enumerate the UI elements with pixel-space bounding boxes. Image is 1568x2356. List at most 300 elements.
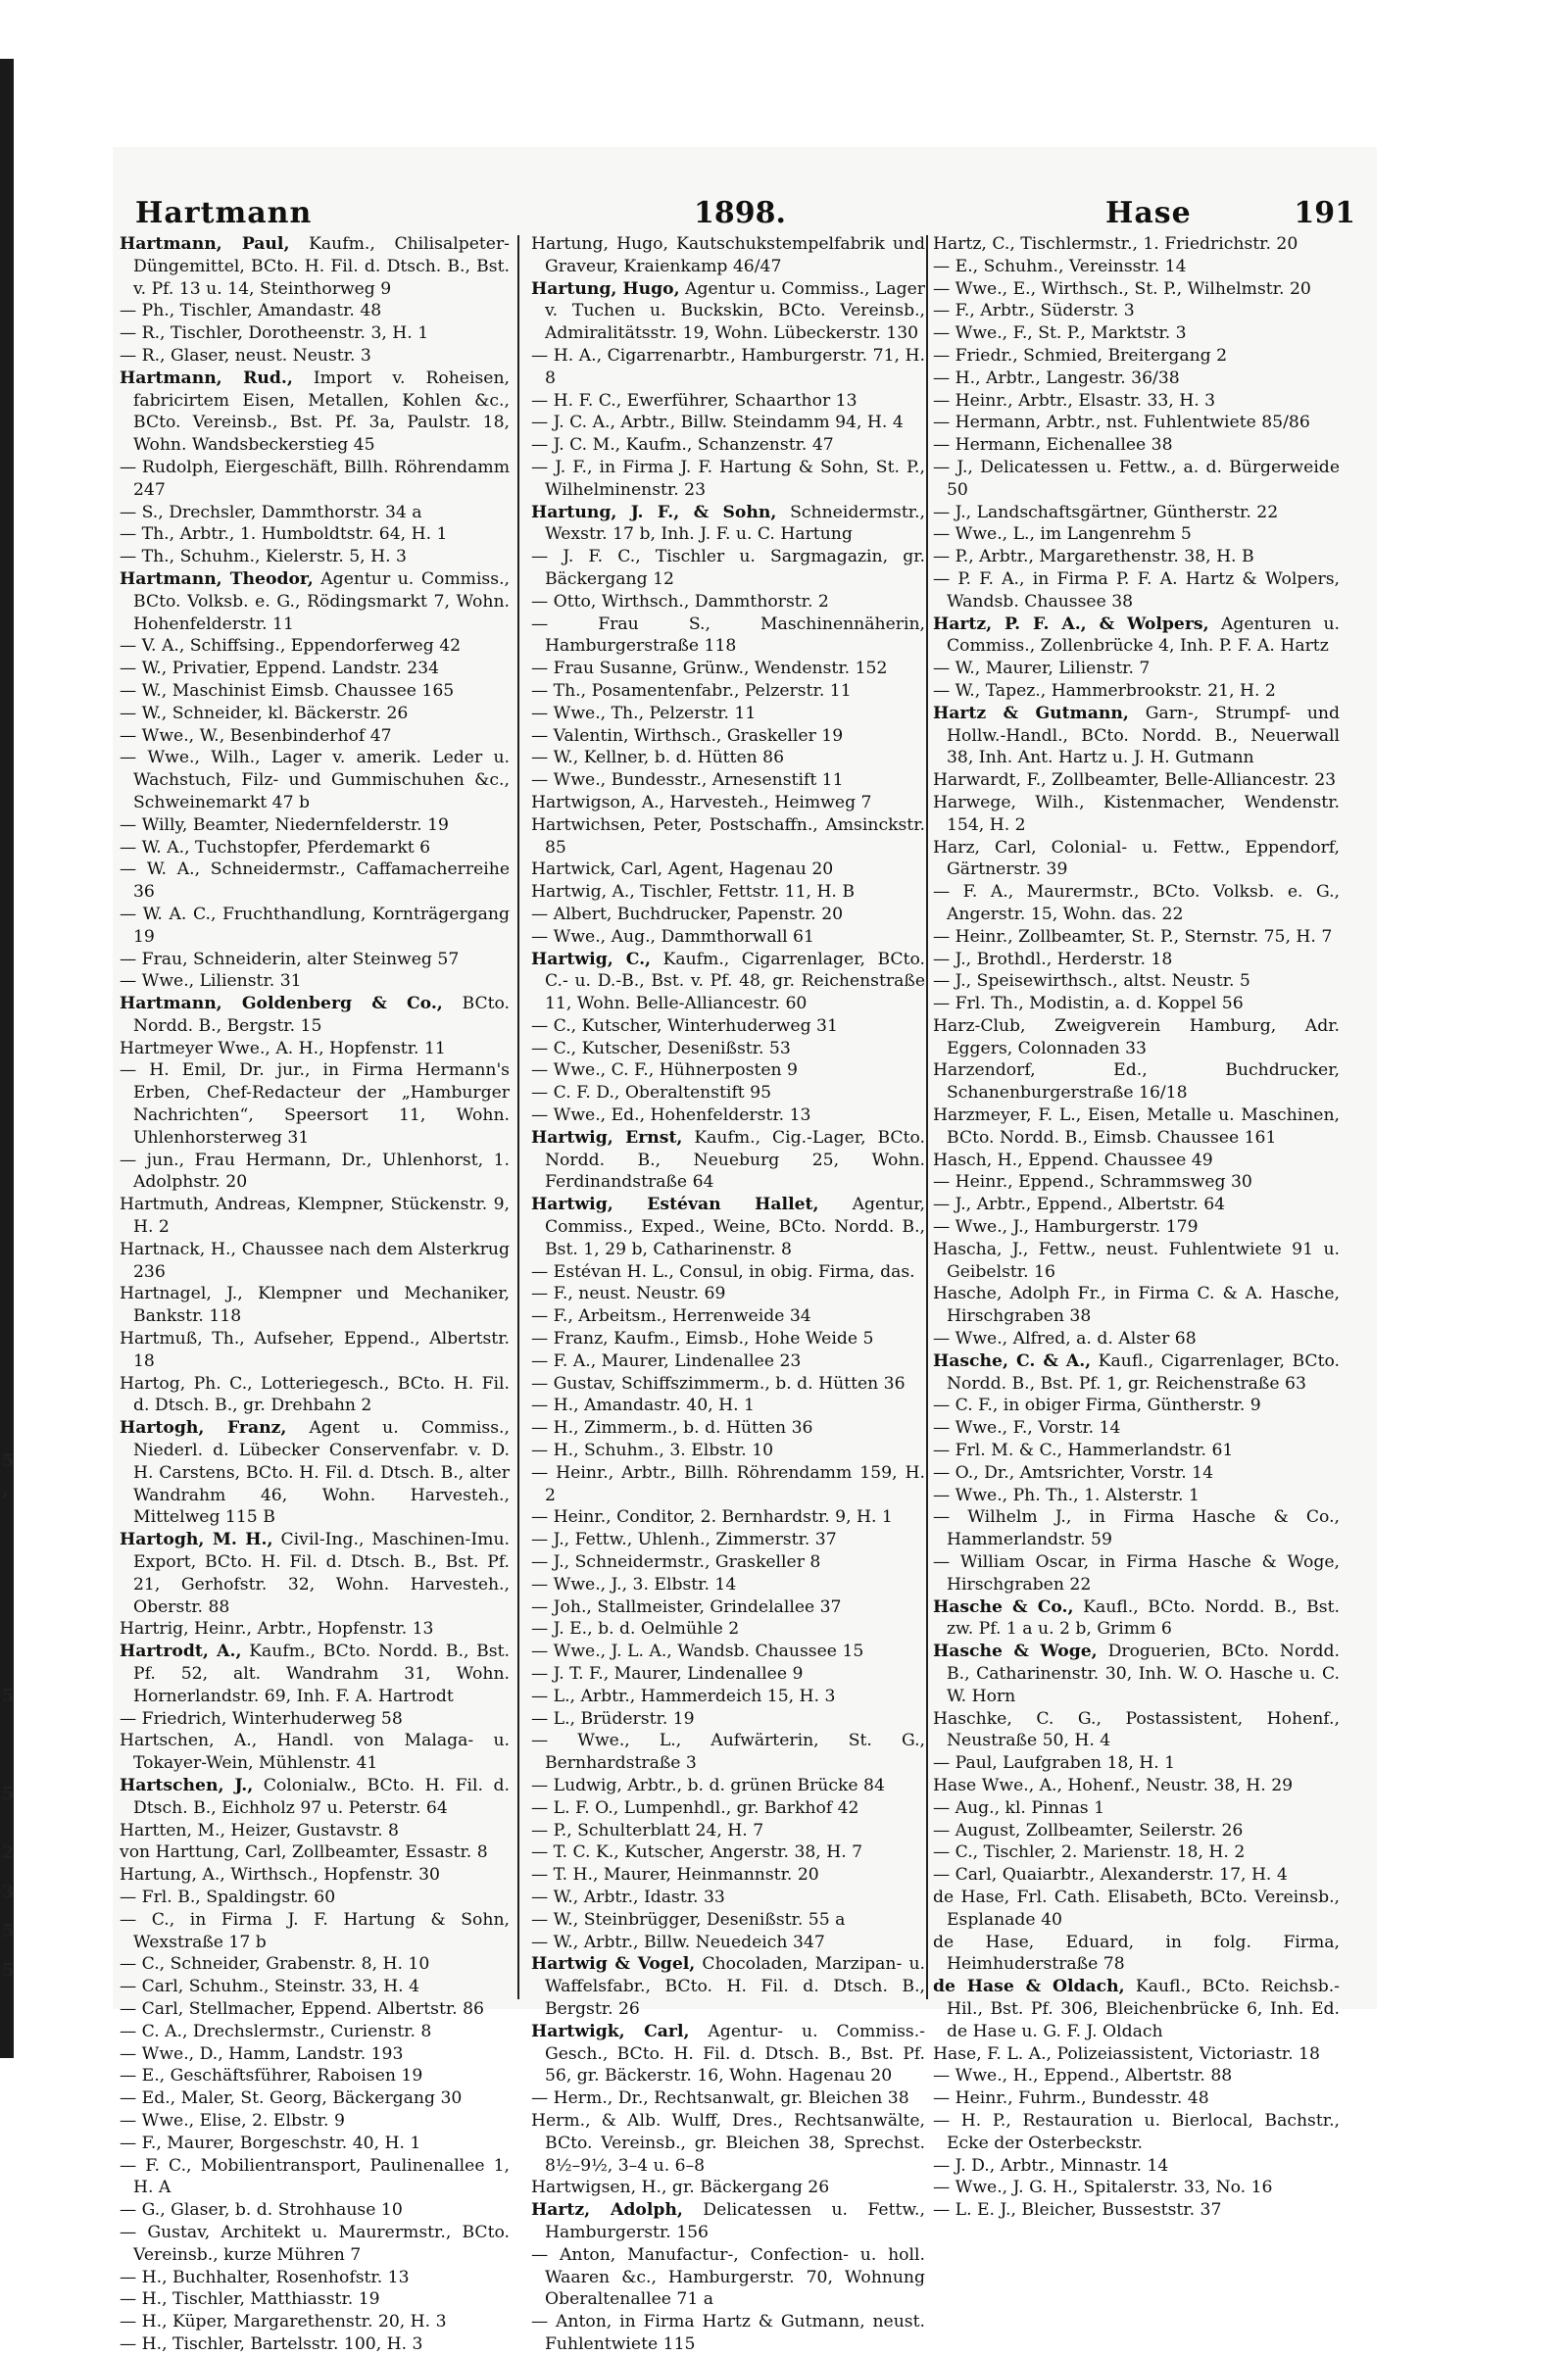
directory-entry [933, 412, 1340, 434]
entry-text: — Wwe., Lilienstr. 31 [120, 971, 302, 992]
directory-entry [933, 233, 1340, 256]
directory-entry [531, 1641, 925, 1663]
directory-entry [933, 2177, 1340, 2199]
entry-text: — W. A. C., Fruchthandlung, Kornträgergang 19 [120, 904, 510, 947]
entry-text: Schneidermstr., Wexstr. 17 b, Inh. J. F. u. C. Hartung [545, 502, 926, 545]
directory-entry [120, 2222, 510, 2267]
entry-text: — Wwe., J. G. H., Spitalerstr. 33, No. 16 [933, 2178, 1273, 2198]
entry-text: — Rudolph, Eiergeschäft, Billh. Röhrendamm 247 [120, 457, 510, 500]
directory-entry [531, 769, 925, 792]
entry-text: — Frl. M. & C., Hammerlandstr. 61 [933, 1441, 1234, 1461]
directory-entry [531, 1506, 925, 1529]
entry-text: — F. C., Mobilientransport, Paulinenallee 1, H. A [120, 2155, 510, 2198]
entry-text: — William Oscar, in Firma Hasche & Woge, Hirschgraben 22 [933, 1552, 1340, 1595]
entry-text: — W., Kellner, b. d. Hütten 86 [531, 748, 785, 768]
entry-text: — H. Emil, Dr. jur., in Firma Hermann's Erben, Chef-Redacteur der „Hamburger Nachrichten“, Speersort 11, Wohn. Uhlenhorsterweg 31 [120, 1060, 510, 1148]
entry-text: — Willy, Beamter, Niedernfelderstr. 19 [120, 814, 449, 835]
directory-entry [120, 1150, 510, 1195]
directory-entry [120, 993, 510, 1038]
entry-text: — H. P., Restauration u. Bierlocal, Bachstr., Ecke der Osterbeckstr. [933, 2110, 1340, 2153]
entry-text: — H., Buchhalter, Rosenhofstr. 13 [120, 2267, 410, 2287]
gutter-mark: 5 [2, 1450, 15, 1471]
entry-text: Kaufl., BCto. Nordd. B., Bst. zw. Pf. 1 a u. 2 b, Grimm 6 [947, 1596, 1340, 1640]
directory-entry [933, 1239, 1340, 1284]
entry-text: — C., Tischler, 2. Marienstr. 18, H. 2 [933, 1842, 1246, 1863]
entry-text: — L., Brüderstr. 19 [531, 1708, 695, 1729]
entry-text: — Ludwig, Arbtr., b. d. grünen Brücke 84 [531, 1775, 885, 1795]
directory-entry [120, 1059, 510, 1149]
directory-entry [120, 1820, 510, 1842]
directory-entry [120, 523, 510, 546]
entry-text: Kaufm., BCto. Nordd. B., Bst. Pf. 52, alt. Wandrahm 31, Wohn. Hornerlandstr. 69, Inh. F. A. Hartrodt [133, 1642, 510, 1706]
directory-entry [531, 412, 925, 434]
entry-text: — W., Privatier, Eppend. Landstr. 234 [120, 659, 440, 679]
directory-entry [933, 1350, 1340, 1396]
entry-text: — J. F., in Firma J. F. Hartung & Sohn, St. P., Wilhelminenstr. 23 [531, 457, 925, 500]
directory-entry [531, 1932, 925, 1954]
directory-entry [531, 725, 925, 748]
entry-text: — E., Schuhm., Vereinsstr. 14 [933, 256, 1187, 276]
entry-text: — J., Speisewirthsch., altst. Neustr. 5 [933, 971, 1250, 992]
directory-entry [120, 1194, 510, 1239]
directory-entry [120, 837, 510, 859]
directory-entry [531, 1038, 925, 1060]
directory-entry [531, 1417, 925, 1440]
directory-entry [933, 390, 1340, 413]
entry-text: Agentur u. Commiss., BCto. Volksb. e. G., Rödingsmarkt 7, Wohn. Hohenfelderstr. 11 [133, 568, 511, 634]
entry-text: Hartog, Ph. C., Lotteriegesch., BCto. H. Fil. d. Dtsch. B., gr. Drehbahn 2 [120, 1373, 510, 1416]
entry-text: Agentur- u. Commiss.-Gesch., BCto. H. Fil. d. Dtsch. B., Bst. Pf. 56, gr. Bäckerstr. 16, Wohn. Hagenau 20 [545, 2021, 925, 2086]
directory-entry [120, 2199, 510, 2222]
gutter-mark: 5 [2, 1921, 15, 1941]
entry-text: Hartwigson, A., Harvestеh., Heimweg 7 [531, 792, 872, 812]
entry-text: — J., Landschaftsgärtner, Güntherstr. 22 [933, 502, 1279, 522]
gutter-mark: , [2, 1480, 9, 1500]
directory-entry [120, 1864, 510, 1887]
entry-text: — W., Arbtr., Idastr. 33 [531, 1887, 725, 1907]
entry-text: — Wwe., J., 3. Elbstr. 14 [531, 1574, 737, 1595]
directory-entry [120, 1328, 510, 1373]
directory-entry [933, 926, 1340, 949]
directory-entry [120, 1887, 510, 1909]
directory-entry [531, 546, 925, 591]
entry-text: — Heinr., Eppend., Schrammsweg 30 [933, 1172, 1252, 1193]
entry-text: — Heinr., Fuhrm., Bundesstr. 48 [933, 2088, 1209, 2109]
directory-entry [933, 1551, 1340, 1596]
directory-entry [933, 680, 1340, 703]
directory-entry [120, 658, 510, 680]
entry-text: Kaufl., Cigarrenlager, BCto. Nordd. B., Bst. Pf. 1, gr. Reichenstraße 63 [947, 1350, 1340, 1394]
directory-entry [531, 2177, 925, 2199]
entry-text: — Frau, Schneiderin, alter Steinweg 57 [120, 949, 460, 969]
directory-entry [531, 434, 925, 457]
entry-text: — W., Maurer, Lilienstr. 7 [933, 659, 1151, 679]
entry-text: — C., Kutscher, Winterhuderweg 31 [531, 1015, 838, 1036]
directory-entry [531, 2110, 925, 2177]
directory-entry [933, 1440, 1340, 1462]
directory-entry [933, 322, 1340, 345]
entry-text: — Wwe., Alfred, a. d. Alster 68 [933, 1329, 1197, 1350]
directory-entry [531, 1328, 925, 1350]
entry-text: Hartung, Hugo, Kautschukstempelfabrik und Graveur, Kraienkamp 46/47 [531, 234, 925, 276]
directory-entry [531, 792, 925, 814]
directory-entry [933, 345, 1340, 368]
directory-entry [120, 345, 510, 368]
entry-text: — Wwe., Aug., Dammthorwall 61 [531, 926, 814, 947]
entry-text: Hartwigsen, H., gr. Bäckergang 26 [531, 2178, 830, 2198]
directory-entry [531, 658, 925, 680]
directory-entry [120, 1038, 510, 1060]
directory-entry [531, 502, 925, 547]
directory-entry [531, 1618, 925, 1641]
directory-entry [933, 1797, 1340, 1820]
directory-entry [531, 1082, 925, 1104]
entry-name: Hartogh, M. H., [120, 1530, 273, 1550]
directory-column-3 [933, 233, 1340, 2222]
entry-text: Hartmuth, Andreas, Klempner, Stückenstr. 9, H. 2 [120, 1195, 510, 1238]
gutter-mark: 5 [2, 1784, 15, 1804]
entry-text: — Wwe., Ph. Th., 1. Alsterstr. 1 [933, 1485, 1200, 1505]
entry-text: Hartwick, Carl, Agent, Hagenau 20 [531, 859, 834, 880]
entry-text: — V. A., Schiffsing., Eppendorferweg 42 [120, 636, 462, 657]
entry-text: — J., Delicatessen u. Fettw., a. d. Bürgerweide 50 [933, 457, 1340, 500]
entry-text: — W. A., Schneidermstr., Caffamacherreihe 36 [120, 859, 510, 903]
entry-text: — jun., Frau Hermann, Dr., Uhlenhorst, 1. Adolphstr. 20 [120, 1150, 510, 1193]
directory-entry [531, 881, 925, 904]
directory-entry [120, 233, 510, 300]
entry-text: — L. E. J., Bleicher, Busseststr. 37 [933, 2200, 1222, 2221]
entry-text: — Carl, Quaiarbtr., Alexanderstr. 17, H. 4 [933, 1865, 1288, 1886]
directory-entry [933, 1775, 1340, 1797]
directory-entry [531, 949, 925, 1015]
entry-text: — Ph., Tischler, Amandastr. 48 [120, 301, 382, 321]
entry-text: — Wwe., L., im Langenrehm 5 [933, 524, 1192, 545]
directory-entry [933, 1820, 1340, 1842]
directory-entry [933, 1485, 1340, 1507]
directory-entry [933, 1932, 1340, 1977]
entry-text: — Frau S., Maschinennäherin, Hamburgerstraße 118 [531, 614, 925, 657]
entry-text: Herm., & Alb. Wulff, Dres., Rechtsanwälte, BCto. Vereinsb., gr. Bleichen 38, Sprechst. 8½–9½, 3–4 u. 6–8 [531, 2110, 925, 2176]
directory-entry [531, 1887, 925, 1909]
entry-text: — H., Tischler, Matthiasstr. 19 [120, 2289, 380, 2310]
directory-entry [120, 2333, 510, 2356]
entry-text: Hartwig, A., Tischler, Fettstr. 11, H. B [531, 882, 855, 903]
entry-text: Hartten, M., Heizer, Gustavstr. 8 [120, 1820, 399, 1841]
entry-name: Hartschen, J., [120, 1775, 254, 1795]
entry-text: — Th., Schuhm., Kielerstr. 5, H. 3 [120, 547, 407, 567]
entry-text: — Hermann, Eichenallee 38 [933, 435, 1173, 456]
entry-text: von Harttung, Carl, Zollbeamter, Essastr. 8 [120, 1842, 488, 1863]
running-head [135, 196, 1355, 235]
entry-text: — H., Zimmerm., b. d. Hütten 36 [531, 1418, 813, 1439]
entry-text: — Wwe., Bundesstr., Arnesenstift 11 [531, 770, 844, 791]
running-head-right: Hase [1105, 196, 1192, 230]
entry-text: Harzmeyer, F. L., Eisen, Metalle u. Maschinen, BCto. Nordd. B., Eimsb. Chaussee 161 [933, 1105, 1340, 1148]
entry-text: — F., Arbeitsm., Herrenweide 34 [531, 1306, 811, 1327]
entry-text: Kaufm., Cigarrenlager, BCto. C.- u. D.-B., Bst. v. Pf. 48, gr. Reichenstraße 11, Wohn. Belle-Alliancestr. 60 [545, 949, 925, 1014]
entry-text: Hartung, A., Wirthsch., Hopfenstr. 30 [120, 1865, 440, 1886]
directory-entry [933, 1150, 1340, 1172]
directory-entry [933, 837, 1340, 882]
entry-text: — J. T. F., Maurer, Lindenallee 9 [531, 1664, 804, 1684]
directory-entry [531, 1797, 925, 1820]
entry-text: — S., Drechsler, Dammthorstr. 34 a [120, 502, 422, 522]
entry-text: Hartz, C., Tischlermstr., 1. Friedrichstr. 20 [933, 234, 1298, 254]
entry-text: — Ed., Maler, St. Georg, Bäckergang 30 [120, 2088, 463, 2109]
entry-text: — Wwe., J. L. A., Wandsb. Chaussee 15 [531, 1642, 864, 1662]
directory-entry [933, 993, 1340, 1015]
directory-entry [531, 1708, 925, 1731]
entry-text: — Wwe., F., St. P., Marktstr. 3 [933, 323, 1187, 344]
entry-text: Chocoladen, Marzipan- u. Waffelsfabr., BCto. H. Fil. d. Dtsch. B., Bergstr. 26 [545, 1954, 925, 2019]
directory-entry [531, 859, 925, 881]
entry-name: Hartung, Hugo, [531, 278, 680, 299]
entry-text: Hase Wwe., A., Hohenf., Neustr. 38, H. 29 [933, 1775, 1294, 1795]
directory-entry [933, 1841, 1340, 1864]
entry-text: Import v. Roheisen, fabricirtem Eisen, Metallen, Kohlen &c., BCto. Vereinsb., Bst. Pf. 3a, Paulstr. 18, Wohn. Wandsbeckerstieg 45 [133, 368, 510, 456]
directory-entry [933, 2199, 1340, 2222]
entry-text: — H., Amandastr. 40, H. 1 [531, 1396, 755, 1416]
entry-text: — C. F. D., Oberaltenstift 95 [531, 1083, 772, 1104]
entry-text: — J., Schneidermstr., Graskeller 8 [531, 1552, 821, 1573]
directory-entry [120, 1618, 510, 1641]
entry-text: — J. F. C., Tischler u. Sargmagazin, gr. Bäckergang 12 [531, 547, 925, 589]
entry-name: Hartz, Adolph, [531, 2200, 683, 2221]
directory-entry [933, 502, 1340, 524]
directory-entry [531, 457, 925, 502]
entry-text: — Hermann, Arbtr., nst. Fuhlentwiete 85/86 [933, 413, 1310, 433]
entry-text: Hartnack, H., Chaussee nach dem Alsterkrug 236 [120, 1239, 510, 1282]
directory-entry [933, 523, 1340, 546]
entry-text: — P. F. A., in Firma P. F. A. Hartz & Wolpers, Wandsb. Chaussee 38 [933, 568, 1340, 612]
entry-text: Harwardt, F., Zollbeamter, Belle-Alliancestr. 23 [933, 770, 1337, 791]
directory-entry [933, 457, 1340, 502]
entry-text: Hartrig, Heinr., Arbtr., Hopfenstr. 13 [120, 1619, 434, 1640]
entry-text: — W., Maschinist Eimsb. Chaussee 165 [120, 680, 455, 701]
directory-entry [933, 2087, 1340, 2110]
entry-text: Harzendorf, Ed., Buchdrucker, Schanenburgerstraße 16/18 [933, 1060, 1340, 1104]
directory-entry [933, 2155, 1340, 2178]
directory-entry [933, 792, 1340, 837]
directory-entry [933, 769, 1340, 792]
entry-text: — C., Schneider, Grabenstr. 8, H. 10 [120, 1954, 430, 1975]
directory-entry [933, 1216, 1340, 1239]
directory-entry [531, 345, 925, 390]
entry-text: — Th., Arbtr., 1. Humboldtstr. 64, H. 1 [120, 524, 448, 545]
entry-name: Hartogh, Franz, [120, 1418, 287, 1439]
entry-name: Hartwig & Vogel, [531, 1954, 696, 1975]
entry-text: — Wwe., W., Besenbinderhof 47 [120, 725, 392, 746]
directory-entry [531, 2199, 925, 2244]
entry-text: Kaufl., BCto. Reichsb.-Hil., Bst. Pf. 306, Bleichenbrücke 6, Inh. Ed. de Hase u. G. F. J. Oldach [947, 1977, 1340, 2041]
directory-entry [933, 703, 1340, 769]
directory-entry [531, 2087, 925, 2110]
entry-text: — F. A., Maurermstr., BCto. Volksb. e. G., Angerstr. 15, Wohn. das. 22 [933, 882, 1340, 924]
entry-text: Hasche, Adolph Fr., in Firma C. & A. Hasche, Hirschgraben 38 [933, 1284, 1340, 1327]
entry-text: — T. H., Maurer, Heinmannstr. 20 [531, 1865, 819, 1886]
directory-entry [120, 703, 510, 725]
directory-entry [531, 390, 925, 413]
directory-entry [120, 368, 510, 457]
entry-text: — J., Brothdl., Herderstr. 18 [933, 949, 1173, 969]
entry-text: — H. F. C., Ewerführer, Schaarthor 13 [531, 390, 858, 411]
directory-entry [531, 1529, 925, 1551]
entry-text: — Paul, Laufgraben 18, H. 1 [933, 1753, 1176, 1774]
directory-entry [120, 502, 510, 524]
directory-entry [531, 814, 925, 859]
entry-text: Hase, F. L. A., Polizeiassistent, Victoriastr. 18 [933, 2043, 1320, 2064]
directory-entry [933, 2110, 1340, 2155]
directory-entry [531, 926, 925, 949]
directory-entry [933, 614, 1340, 659]
page-number: 191 [1294, 196, 1355, 230]
entry-text: — W., Schneider, kl. Bäckerstr. 26 [120, 703, 409, 723]
entry-text: — F., Arbtr., Süderstr. 3 [933, 301, 1135, 321]
entry-name: Hartwig, C., [531, 949, 652, 969]
entry-text: — Heinr., Conditor, 2. Bernhardstr. 9, H. 1 [531, 1507, 893, 1528]
entry-text: — H. A., Cigarrenarbtr., Hamburgerstr. 71, H. 8 [531, 345, 925, 388]
directory-entry [120, 747, 510, 813]
directory-entry [933, 1596, 1340, 1642]
entry-text: Agentur u. Commiss., Lager v. Tuchen u. Buckskin, BCto. Vereinsb., Admiralitätsstr. 19, Wohn. Lübeckerstr. 130 [545, 278, 926, 344]
entry-text: Kaufm., Cig.-Lager, BCto. Nordd. B., Neueburg 25, Wohn. Ferdinandstraße 64 [545, 1127, 925, 1193]
entry-text: Hasch, H., Eppend. Chaussee 49 [933, 1150, 1213, 1170]
directory-entry [933, 1059, 1340, 1104]
directory-entry [933, 2065, 1340, 2087]
directory-entry [933, 970, 1340, 993]
directory-entry [933, 434, 1340, 457]
directory-entry [120, 2021, 510, 2043]
directory-entry [531, 1440, 925, 1462]
directory-entry [120, 2110, 510, 2133]
entry-name: de Hase & Oldach, [933, 1977, 1125, 1997]
directory-entry [120, 546, 510, 568]
directory-entry [120, 1373, 510, 1418]
entry-text: — August, Zollbeamter, Seilerstr. 26 [933, 1820, 1244, 1841]
directory-entry [120, 300, 510, 322]
directory-entry [531, 1395, 925, 1417]
entry-text: — Aug., kl. Pinnas 1 [933, 1797, 1105, 1818]
entry-text: — G., Glaser, b. d. Strohhause 10 [120, 2200, 403, 2221]
entry-text: — Anton, Manufactur-, Confection- u. holl. Waaren &c., Hamburgerstr. 70, Wohnung Oberaltenallee 71 a [531, 2244, 925, 2310]
entry-text: — Wilhelm J., in Firma Hasche & Co., Hammerlandstr. 59 [933, 1507, 1340, 1550]
entry-text: — Friedrich, Winterhuderweg 58 [120, 1708, 403, 1729]
directory-entry [120, 1708, 510, 1731]
directory-entry [531, 1730, 925, 1775]
entry-text: — H., Schuhm., 3. Elbstr. 10 [531, 1441, 774, 1461]
entry-name: Hartung, J. F., & Sohn, [531, 502, 777, 522]
entry-text: — Heinr., Arbtr., Billh. Röhrendamm 159, H. 2 [531, 1462, 925, 1505]
entry-text: — P., Arbtr., Margarethenstr. 38, H. B [933, 547, 1254, 567]
directory-entry [531, 703, 925, 725]
column-rule [926, 235, 928, 1999]
entry-name: Hasche & Co., [933, 1596, 1074, 1617]
directory-entry [531, 614, 925, 659]
directory-entry [531, 1373, 925, 1396]
gutter-mark: 2 [2, 1842, 15, 1863]
entry-text: — Wwe., D., Hamm, Landstr. 193 [120, 2043, 404, 2064]
directory-entry [933, 881, 1340, 926]
directory-column-2 [531, 233, 925, 2356]
directory-entry [933, 2043, 1340, 2066]
directory-entry [120, 568, 510, 635]
directory-entry [120, 2267, 510, 2289]
directory-entry [531, 747, 925, 769]
directory-entry [933, 1887, 1340, 1932]
entry-name: Hasche, C. & A., [933, 1350, 1092, 1371]
entry-name: Hartz & Gutmann, [933, 703, 1129, 723]
directory-entry [531, 1820, 925, 1842]
entry-text: — J. C. M., Kaufm., Schanzenstr. 47 [531, 435, 834, 456]
directory-entry [120, 2133, 510, 2155]
directory-entry [933, 1417, 1340, 1440]
directory-entry [531, 1663, 925, 1686]
directory-entry [933, 1104, 1340, 1150]
entry-text: — Frl. Th., Modistin, a. d. Koppel 56 [933, 994, 1244, 1014]
entry-text: Harz-Club, Zweigverein Hamburg, Adr. Eggers, Colonnaden 33 [933, 1015, 1340, 1058]
directory-entry [531, 1775, 925, 1797]
entry-text: — Otto, Wirthsch., Dammthorstr. 2 [531, 591, 829, 612]
entry-text: — Albert, Buchdrucker, Papenstr. 20 [531, 904, 844, 924]
directory-entry [120, 635, 510, 658]
directory-entry [933, 1283, 1340, 1328]
entry-text: — Estévan H. L., Consul, in obig. Firma, das. [531, 1261, 915, 1282]
entry-text: Droguerien, BCto. Nordd. B., Catharinenstr. 30, Inh. W. O. Hasche u. C. W. Horn [947, 1642, 1341, 1706]
directory-entry [120, 1998, 510, 2021]
entry-text: Kaufm., Chilisalpeter-Düngemittel, BCto. H. Fil. d. Dtsch. B., Bst. v. Pf. 13 u. 14, Steinthorweg 9 [133, 234, 510, 299]
entry-text: — F., Maurer, Borgeschstr. 40, H. 1 [120, 2133, 421, 2153]
entry-text: Agent u. Commiss., Niederl. d. Lübecker Conservenfabr. v. D. H. Carstens, BCto. H. Fil. d. Dtsch. B., alter Wandrahm 46, Wohn. Harvestеh., Mittelweg 115 B [133, 1418, 510, 1528]
entry-text: — Heinr., Zollbeamter, St. P., Sternstr. 75, H. 7 [933, 926, 1333, 947]
directory-entry [933, 1194, 1340, 1216]
entry-name: Hartmann, Rud., [120, 368, 293, 388]
entry-name: Hasche & Woge, [933, 1642, 1098, 1662]
directory-entry [933, 1976, 1340, 2042]
directory-entry [933, 256, 1340, 278]
directory-entry [120, 1239, 510, 1284]
directory-entry [933, 1462, 1340, 1485]
directory-entry [120, 1417, 510, 1529]
directory-entry [531, 1015, 925, 1038]
directory-entry [933, 1864, 1340, 1887]
entry-name: Hartwig, Estévan Hallet, [531, 1195, 819, 1215]
directory-entry [531, 1261, 925, 1284]
entry-text: — Frl. B., Spaldingstr. 60 [120, 1887, 336, 1907]
directory-entry [120, 1283, 510, 1328]
entry-text: — W., Arbtr., Billw. Neuedeich 347 [531, 1932, 825, 1952]
entry-text: — T. C. K., Kutscher, Angerstr. 38, H. 7 [531, 1842, 863, 1863]
entry-text: — P., Schulterblatt 24, H. 7 [531, 1820, 764, 1841]
directory-entry [933, 568, 1340, 614]
entry-text: de Hase, Frl. Cath. Elisabeth, BCto. Vereinsb., Esplanade 40 [933, 1887, 1340, 1930]
directory-entry [933, 1328, 1340, 1350]
entry-text: — J., Arbtr., Eppend., Albertstr. 64 [933, 1195, 1226, 1215]
entry-text: — Wwe., L., Aufwärterin, St. G., Bernhardstraße 3 [531, 1731, 925, 1774]
directory-entry [120, 1529, 510, 1618]
directory-entry [120, 1841, 510, 1864]
entry-text: — Wwe., Th., Pelzerstr. 11 [531, 703, 757, 723]
directory-column-1 [120, 233, 510, 2356]
entry-text: Harwege, Wilh., Kistenmacher, Wendenstr. 154, H. 2 [933, 792, 1340, 835]
gutter-mark: 5 [2, 1960, 15, 1981]
entry-text: — Wwe., J., Hamburgerstr. 179 [933, 1217, 1199, 1238]
gutter-mark: 3 [2, 1882, 15, 1902]
entry-text: — W. A., Tuchstopfer, Pferdemarkt 6 [120, 837, 431, 858]
running-head-left: Hartmann [135, 196, 313, 230]
directory-entry [120, 970, 510, 993]
entry-text: — H., Arbtr., Langestr. 36/38 [933, 368, 1180, 388]
entry-text: — Anton, in Firma Hartz & Gutmann, neust. Fuhlentwiete 115 [531, 2312, 925, 2354]
